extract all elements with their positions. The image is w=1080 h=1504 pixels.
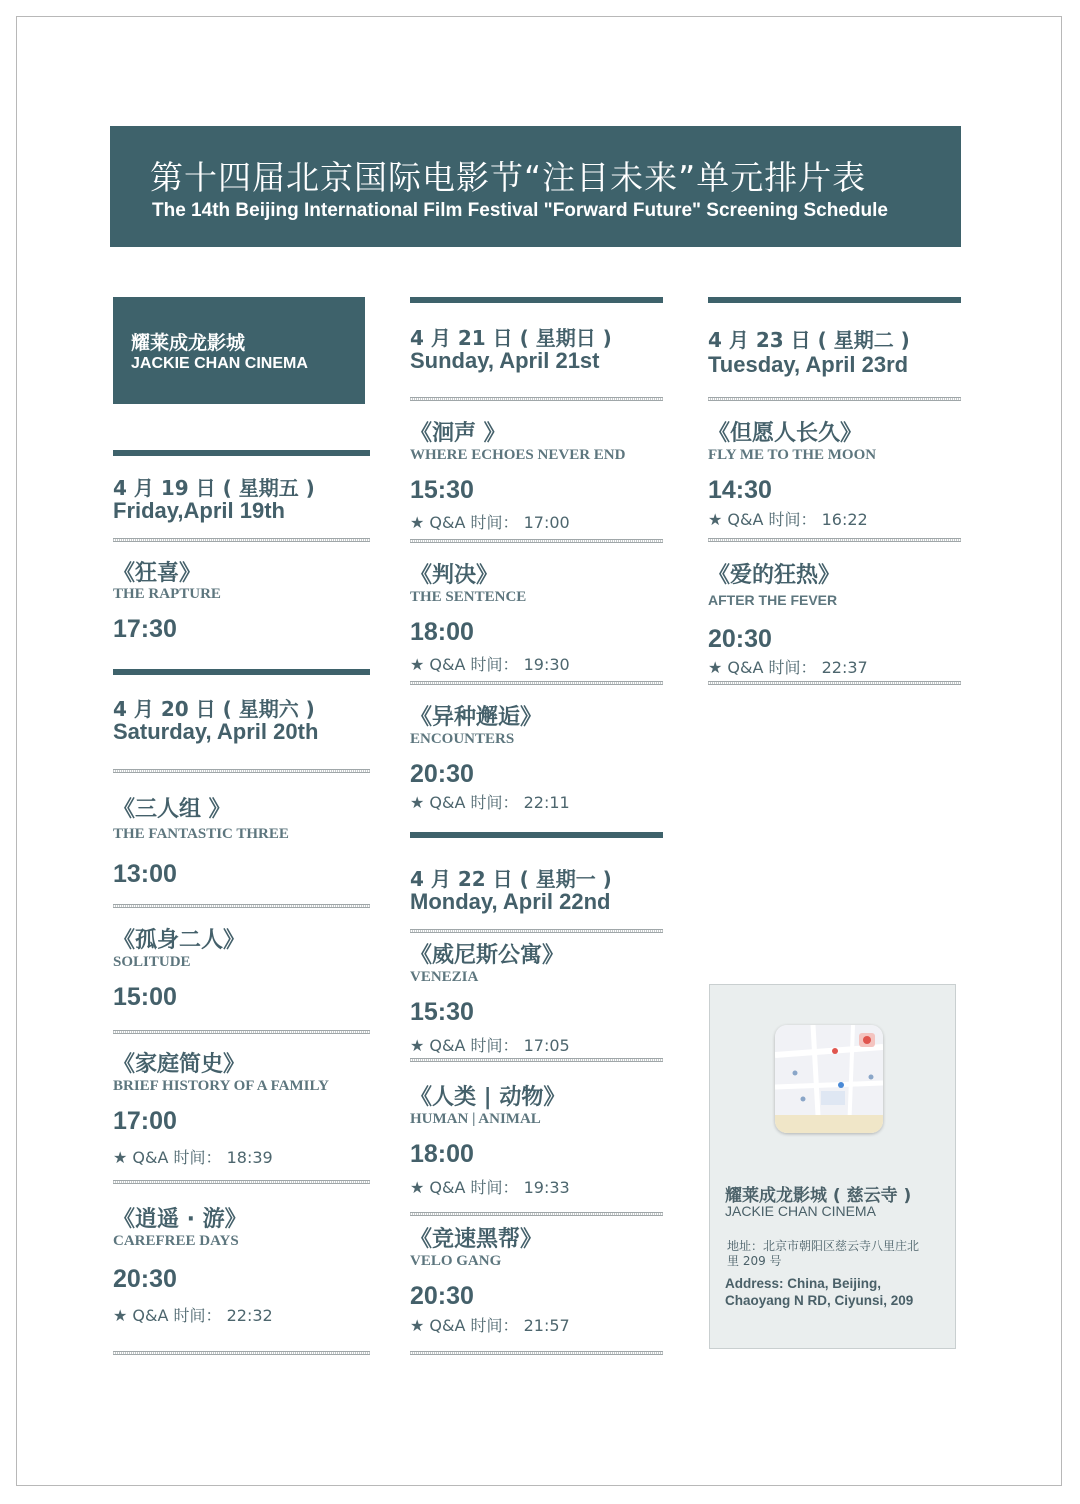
film-title-en: VELO GANG <box>410 1253 502 1269</box>
divider <box>113 904 370 908</box>
film-title-en: CAREFREE DAYS <box>113 1233 239 1249</box>
qa-time: ★ Q&A 时间： 21:57 <box>410 1316 570 1335</box>
screening-time: 20:30 <box>410 760 474 788</box>
section-divider <box>410 832 663 838</box>
location-name-en: JACKIE CHAN CINEMA <box>725 1203 876 1219</box>
day-date-en: Friday,April 19th <box>113 498 285 523</box>
address-en: Address: China, Beijing, Chaoyang N RD, Ciyunsi, 209 <box>725 1276 914 1308</box>
address-zh: 地址：北京市朝阳区慈云寺八里庄北里 209 号 <box>727 1239 920 1268</box>
screening-time: 15:30 <box>410 476 474 504</box>
day-date-zh: 4 月 19 日 ( 星期五 ) <box>113 476 315 500</box>
day-date-en: Tuesday, April 23rd <box>708 352 909 377</box>
divider <box>113 1180 370 1184</box>
day-date-zh: 4 月 23 日 ( 星期二 ) <box>708 328 910 352</box>
film-title-zh: 《判决》 <box>410 563 499 588</box>
day-date-zh: 4 月 20 日 ( 星期六 ) <box>113 697 315 721</box>
film-title-zh: 《但愿人长久》 <box>708 421 863 446</box>
map-thumbnail[interactable] <box>775 1025 883 1133</box>
film-title-zh: 《异种邂逅》 <box>410 705 543 730</box>
screening-time: 20:30 <box>113 1265 177 1293</box>
section-divider <box>708 297 961 303</box>
divider <box>410 681 663 685</box>
page-title: 第十四届北京国际电影节“注目未来”单元排片表 <box>150 158 867 197</box>
screening-time: 15:30 <box>410 998 474 1026</box>
screening-time: 17:30 <box>113 615 177 643</box>
divider <box>410 397 663 401</box>
qa-time: ★ Q&A 时间： 18:39 <box>113 1148 273 1167</box>
film-title-en: BRIEF HISTORY OF A FAMILY <box>113 1078 329 1094</box>
section-divider <box>410 297 663 303</box>
page-subtitle: The 14th Beijing International Film Festival "Forward Future" Screening Schedule <box>152 200 888 221</box>
screening-time: 15:00 <box>113 983 177 1011</box>
divider <box>410 929 663 933</box>
divider <box>410 1058 663 1062</box>
day-date-en: Sunday, April 21st <box>410 348 600 373</box>
film-title-zh: 《逍遥 · 游》 <box>113 1207 247 1232</box>
screening-time: 17:00 <box>113 1107 177 1135</box>
cinema-name-zh: 耀莱成龙影城 <box>131 332 246 354</box>
qa-time: ★ Q&A 时间： 19:30 <box>410 655 570 674</box>
cinema-name-en: JACKIE CHAN CINEMA <box>131 355 308 372</box>
film-title-en: ENCOUNTERS <box>410 731 515 747</box>
qa-time: ★ Q&A 时间： 17:00 <box>410 513 570 532</box>
film-title-zh: 《威尼斯公寓》 <box>410 943 565 968</box>
divider <box>410 1351 663 1355</box>
schedule-column-1 <box>113 0 370 1504</box>
qa-time: ★ Q&A 时间： 22:32 <box>113 1306 273 1325</box>
film-title-zh: 《三人组 》 <box>113 797 231 822</box>
film-title-en: FLY ME TO THE MOON <box>708 447 877 463</box>
screening-time: 13:00 <box>113 860 177 888</box>
screening-time: 20:30 <box>708 625 772 653</box>
film-title-en: THE SENTENCE <box>410 589 527 605</box>
qa-time: ★ Q&A 时间： 16:22 <box>708 510 868 529</box>
screening-time: 18:00 <box>410 1140 474 1168</box>
qa-time: ★ Q&A 时间： 17:05 <box>410 1036 570 1055</box>
location-name-zh: 耀莱成龙影城 ( 慈云寺 ) <box>725 1186 912 1206</box>
film-title-en: AFTER THE FEVER <box>708 592 838 608</box>
day-date-zh: 4 月 22 日 ( 星期一 ) <box>410 867 612 891</box>
film-title-zh: 《爱的狂热》 <box>708 563 841 588</box>
film-title-en: HUMAN | ANIMAL <box>410 1111 541 1127</box>
screening-time: 14:30 <box>708 476 772 504</box>
divider <box>708 538 961 542</box>
divider <box>113 1030 370 1034</box>
film-title-zh: 《竞速黑帮》 <box>410 1227 543 1252</box>
divider <box>410 1212 663 1216</box>
film-title-en: WHERE ECHOES NEVER END <box>410 447 626 463</box>
qa-time: ★ Q&A 时间： 19:33 <box>410 1178 570 1197</box>
day-date-en: Monday, April 22nd <box>410 889 611 914</box>
section-divider <box>113 450 370 456</box>
divider <box>113 1351 370 1355</box>
film-title-en: VENEZIA <box>410 969 479 985</box>
film-title-en: THE FANTASTIC THREE <box>113 826 289 842</box>
divider <box>410 539 663 543</box>
qa-time: ★ Q&A 时间： 22:37 <box>708 658 868 677</box>
film-title-zh: 《洄声 》 <box>410 421 506 446</box>
section-divider <box>113 669 370 675</box>
screening-time: 20:30 <box>410 1282 474 1310</box>
location-card <box>709 984 956 1349</box>
screening-time: 18:00 <box>410 618 474 646</box>
film-title-zh: 《孤身二人》 <box>113 928 246 953</box>
divider <box>708 397 961 401</box>
divider <box>113 538 370 542</box>
divider <box>113 769 370 773</box>
schedule-column-2 <box>410 0 663 1504</box>
film-title-zh: 《狂喜》 <box>113 561 202 586</box>
qa-time: ★ Q&A 时间： 22:11 <box>410 793 570 812</box>
divider <box>708 681 961 685</box>
film-title-zh: 《家庭简史》 <box>113 1052 246 1077</box>
day-date-zh: 4 月 21 日 ( 星期日 ) <box>410 326 612 350</box>
film-title-en: SOLITUDE <box>113 954 191 970</box>
day-date-en: Saturday, April 20th <box>113 719 319 744</box>
film-title-zh: 《人类 | 动物》 <box>410 1085 566 1110</box>
film-title-en: THE RAPTURE <box>113 586 221 602</box>
